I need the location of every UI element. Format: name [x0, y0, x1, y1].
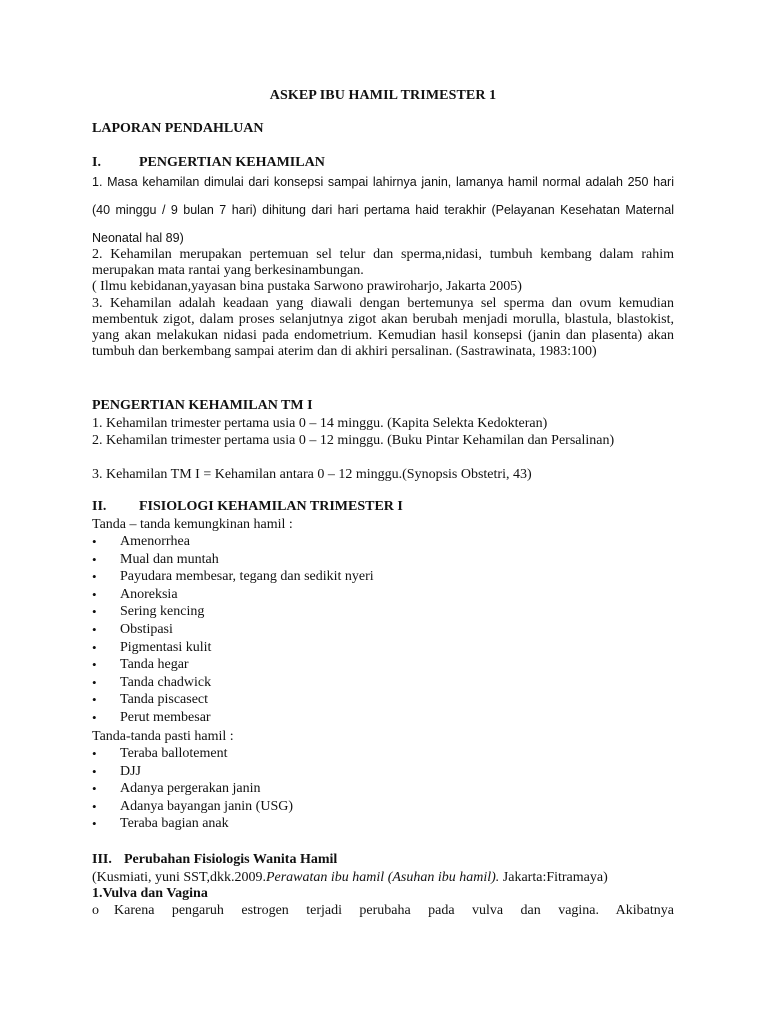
section-3-number: III. [92, 852, 112, 867]
bullet-icon [92, 745, 120, 763]
bullet-icon [92, 763, 120, 781]
section-2-number: II. [92, 499, 107, 514]
section-1-item-3: 3. Kehamilan adalah keadaan yang diawali dengan bertemunya sel sperma dan ovum kemudian membentuk zigot, dalam proses selanjutnya zigot akan berubah menjadi morulla, blastula, blastokist, yang akan melakukan nidasi pada endometrium. Kemudian hasil konsepsi (janin dan plasenta) akan tumbuh dan berkembang sampai aterim dan di akhiri persalinan. (Sastrawinata, 1983:100) [92, 296, 674, 359]
list-item: • Tanda piscasect [92, 691, 674, 709]
bullet-icon [92, 533, 120, 551]
tm1-item-3: 3. Kehamilan TM I = Kehamilan antara 0 – 12 minggu.(Synopsis Obstetri, 43) [92, 467, 532, 482]
probable-signs-intro: Tanda – tanda kemungkinan hamil : [92, 517, 293, 532]
section-1-number: I. [92, 155, 101, 170]
list-item: • Payudara membesar, tegang dan sedikit nyeri [92, 568, 674, 586]
section-3-heading [92, 852, 674, 868]
list-item [92, 903, 674, 919]
list-item: • Anoreksia [92, 586, 674, 604]
bullet-icon [92, 656, 120, 674]
list-item: • Adanya bayangan janin (USG) [92, 798, 674, 816]
bullet-icon [92, 691, 120, 709]
list-item: • Teraba ballotement [92, 745, 674, 763]
bullet-icon [92, 780, 120, 798]
list-item: • Perut membesar [92, 709, 674, 727]
probable-signs-list [92, 533, 674, 727]
section-3-citation: (Kusmiati, yuni SST,dkk.2009.Perawatan ibu hamil (Asuhan ibu hamil). Jakarta:Fitramaya) [92, 870, 608, 885]
circle-bullet-icon: o [92, 903, 99, 918]
list-item: • Pigmentasi kulit [92, 639, 674, 657]
section-1-item-2: 2. Kehamilan merupakan pertemuan sel telur dan sperma,nidasi, tumbuh kembang dalam rahim merupakan mata rantai yang berkesinambungan. [92, 247, 674, 278]
list-item: • Teraba bagian anak [92, 815, 674, 833]
section-1-item-2-citation: ( Ilmu kebidanan,yayasan bina pustaka Sarwono prawiroharjo, Jakarta 2005) [92, 279, 522, 294]
tm1-item-1: 1. Kehamilan trimester pertama usia 0 – 14 minggu. (Kapita Selekta Kedokteran) [92, 416, 548, 431]
subsection-text: Karena pengaruh estrogen terjadi perubaha pada vulva dan vagina. Akibatnya [114, 903, 674, 918]
bullet-icon [92, 798, 120, 816]
list-item: • Tanda hegar [92, 656, 674, 674]
bullet-icon [92, 603, 120, 621]
list-item: • Amenorrhea [92, 533, 674, 551]
section-3-title: Perubahan Fisiologis Wanita Hamil [124, 852, 338, 867]
bullet-icon [92, 815, 120, 833]
tm1-item-2: 2. Kehamilan trimester pertama usia 0 – 12 minggu. (Buku Pintar Kehamilan dan Persalinan) [92, 433, 615, 448]
bullet-icon [92, 674, 120, 692]
list-item: • Sering kencing [92, 603, 674, 621]
section-1-title: PENGERTIAN KEHAMILAN [139, 155, 325, 170]
subsection-vulva-vagina: 1.Vulva dan Vagina [92, 886, 208, 901]
list-item: • Obstipasi [92, 621, 674, 639]
bullet-icon [92, 586, 120, 604]
bullet-icon [92, 568, 120, 586]
report-subtitle: LAPORAN PENDAHLUAN [92, 121, 264, 136]
bullet-icon [92, 639, 120, 657]
section-1-item-1: 1. Masa kehamilan dimulai dari konsepsi sampai lahirnya janin, lamanya hamil normal adalah 250 hari (40 minggu / 9 bulan 7 hari) dihitung dari hari pertama haid terakhir (Pelayanan Kesehatan Maternal Neonatal hal 89) [92, 175, 674, 245]
list-item: • DJJ [92, 763, 674, 781]
section-2-heading [92, 499, 674, 515]
section-2-title: FISIOLOGI KEHAMILAN TRIMESTER I [139, 499, 403, 514]
tm1-heading: PENGERTIAN KEHAMILAN TM I [92, 398, 313, 413]
bullet-icon [92, 621, 120, 639]
list-item: • Tanda chadwick [92, 674, 674, 692]
list-item: • Adanya pergerakan janin [92, 780, 674, 798]
bullet-icon [92, 551, 120, 569]
definite-signs-intro: Tanda-tanda pasti hamil : [92, 729, 234, 744]
bullet-icon [92, 709, 120, 727]
citation-book-title: Perawatan ibu hamil (Asuhan ibu hamil). [265, 870, 500, 885]
document-title: ASKEP IBU HAMIL TRIMESTER 1 [269, 88, 497, 103]
list-item: • Mual dan muntah [92, 551, 674, 569]
definite-signs-list [92, 745, 674, 833]
